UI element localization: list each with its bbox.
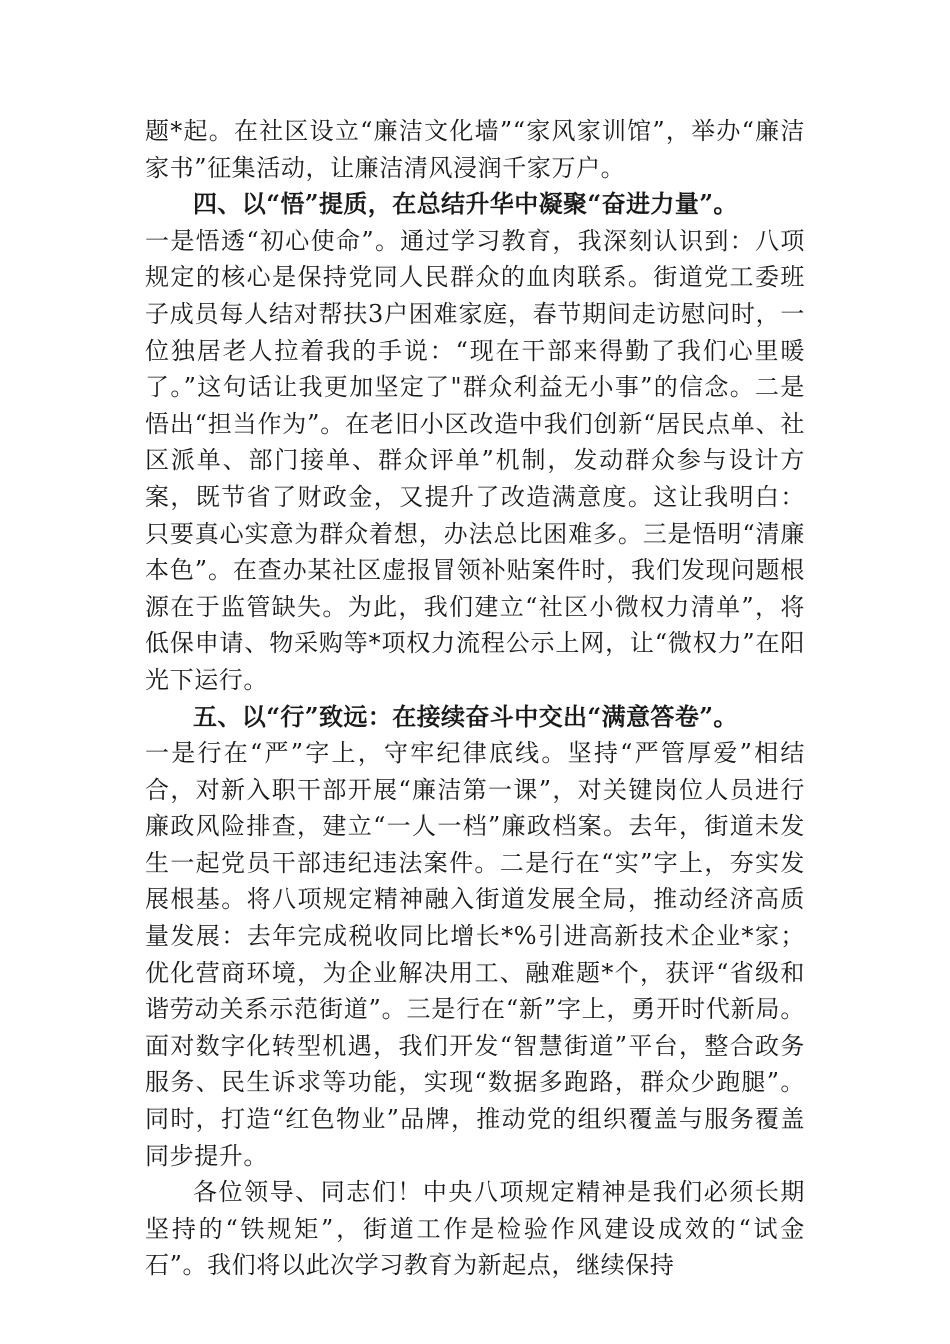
section-heading-five: 五、以“行”致远：在接续奋斗中交出“满意答卷”。	[193, 701, 738, 731]
section-heading-four: 四、以“悟”提质，在总结升华中凝聚“奋进力量”。	[193, 189, 738, 219]
paragraph-closing: 各位领导、同志们！中央八项规定精神是我们必须长期坚持的“铁规矩”，街道工作是检验作风建设成效的“试金石”。我们将以此次学习教育为新起点，继续保持	[145, 1178, 805, 1280]
paragraph-continuation: 题*起。在社区设立“廉洁文化墙”“家风家训馆”，举办“廉洁家书”征集活动，让廉洁清风浸润千家万户。	[145, 117, 805, 182]
document-body	[145, 113, 805, 1284]
paragraph-section-four: 一是悟透“初心使命”。通过学习教育，我深刻认识到：八项规定的核心是保持党同人民群众的血肉联系。街道党工委班子成员每人结对帮扶3户困难家庭，春节期间走访慰问时，一位独居老人拉着我的手说：“现在干部来得勤了我们心里暖了。”这句话让我更加坚定了"群众利益无小事”的信念。二是悟出“担当作为”。在老旧小区改造中我们创新“居民点单、社区派单、部门接单、群众评单”机制，发动群众参与设计方案，既节省了财政金，又提升了改造满意度。这让我明白：只要真心实意为群众着想，办法总比困难多。三是悟明“清廉本色”。在查办某社区虚报冒领补贴案件时，我们发现问题根源在于监管缺失。为此，我们建立“社区小微权力清单”，将低保申请、物采购等*项权力流程公示上网，让“微权力”在阳光下运行。	[145, 226, 805, 694]
paragraph-section-five: 一是行在“严”字上，守牢纪律底线。坚持“严管厚爱”相结合，对新入职干部开展“廉洁第一课”，对关键岗位人员进行廉政风险排查，建立“一人一档”廉政档案。去年，街道未发生一起党员干部违纪违法案件。二是行在“实”字上，夯实发展根基。将八项规定精神融入街道发展全局，推动经济高质量发展：去年完成税收同比增长*%引进高新技术企业*家；优化营商环境，为企业解决用工、融难题*个，获评“省级和谐劳动关系示范街道”。三是行在“新”字上，勇开时代新局。面对数字化转型机遇，我们开发“智慧街道”平台，整合政务服务、民生诉求等功能，实现“数据多跑路，群众少跑腿”。同时，打造“红色物业”品牌，推动党的组织覆盖与服务覆盖同步提升。	[145, 739, 805, 1170]
